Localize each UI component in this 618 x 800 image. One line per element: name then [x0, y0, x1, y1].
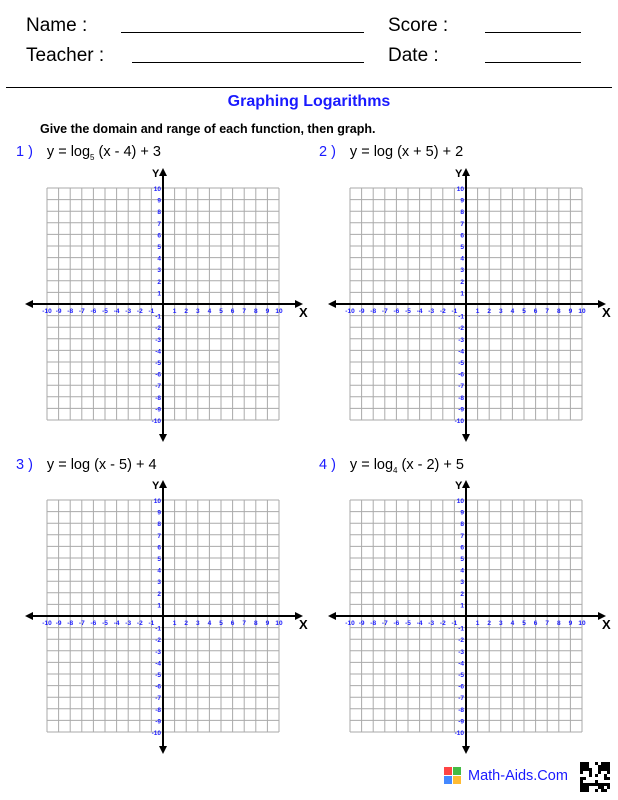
x-tick-label: -7 — [78, 308, 85, 315]
y-tick-label: -6 — [155, 371, 161, 379]
y-tick-label: -9 — [155, 718, 161, 726]
problem-number: 4 ) — [319, 457, 336, 473]
x-tick-label: -6 — [90, 308, 97, 315]
y-tick-label: -1 — [458, 625, 464, 633]
y-tick-label: 2 — [460, 278, 464, 286]
qr-module — [580, 765, 583, 768]
y-tick-label: 4 — [157, 567, 161, 575]
y-tick-label: -5 — [458, 672, 464, 679]
x-tick-label: 1 — [475, 308, 480, 315]
qr-module — [604, 777, 607, 780]
x-tick-label: -6 — [393, 308, 400, 315]
y-tick-label: 3 — [460, 267, 464, 275]
y-tick-label: -3 — [458, 648, 464, 656]
x-tick-label: 9 — [265, 308, 270, 315]
qr-module — [595, 780, 598, 783]
x-tick-label: -5 — [405, 308, 411, 315]
qr-module — [580, 786, 583, 789]
x-tick-label: -6 — [90, 620, 97, 627]
x-tick-label: -8 — [370, 308, 377, 315]
problem-number: 2 ) — [319, 144, 336, 160]
y-tick-label: 1 — [157, 290, 161, 298]
x-tick-label: -10 — [345, 620, 355, 627]
qr-module — [592, 783, 595, 786]
x-tick-label: 5 — [219, 308, 223, 315]
x-tick-label: 6 — [230, 620, 235, 627]
y-tick-label: -3 — [458, 336, 464, 344]
y-tick-label: -5 — [155, 360, 161, 367]
qr-module — [607, 771, 610, 774]
x-tick-label: 2 — [184, 308, 189, 315]
qr-module — [583, 762, 586, 765]
qr-module — [595, 783, 598, 786]
x-tick-label: 9 — [265, 620, 270, 627]
qr-module — [607, 777, 610, 780]
qr-module — [595, 774, 598, 777]
y-tick-label: 8 — [460, 209, 464, 217]
x-tick-label: -3 — [428, 620, 435, 627]
qr-module — [583, 768, 586, 771]
qr-module — [601, 783, 604, 786]
qr-module — [586, 786, 589, 789]
x-tick-label: -5 — [102, 620, 108, 627]
qr-module — [598, 771, 601, 774]
y-tick-label: -9 — [458, 718, 464, 726]
y-tick-label: 8 — [157, 209, 161, 217]
x-tick-label: 1 — [475, 620, 480, 627]
y-tick-label: -7 — [458, 695, 464, 703]
name-label: Name : — [26, 15, 88, 36]
qr-module — [607, 762, 610, 765]
qr-module — [598, 783, 601, 786]
y-tick-label: 9 — [157, 509, 161, 517]
teacher-label: Teacher : — [26, 45, 105, 66]
qr-module — [601, 768, 604, 771]
brand-logo[interactable] — [444, 767, 568, 785]
y-tick-label: -6 — [458, 683, 464, 691]
qr-module — [586, 762, 589, 765]
y-tick-label: -4 — [458, 660, 464, 668]
y-tick-label: 6 — [157, 544, 161, 552]
x-tick-label: -9 — [358, 620, 365, 627]
x-tick-label: 4 — [510, 620, 515, 627]
y-tick-label: -6 — [155, 683, 161, 691]
qr-module — [598, 765, 601, 768]
y-tick-label: -2 — [458, 637, 464, 645]
x-tick-label: -3 — [125, 620, 132, 627]
x-tick-label: 1 — [172, 308, 177, 315]
y-tick-label: -7 — [155, 695, 161, 703]
qr-module — [607, 765, 610, 768]
qr-module — [604, 768, 607, 771]
qr-module — [589, 774, 592, 777]
x-tick-label: 5 — [219, 620, 223, 627]
problem-number: 3 ) — [16, 457, 33, 473]
qr-module — [607, 786, 610, 789]
y-tick-label: 6 — [460, 232, 464, 240]
qr-module — [589, 768, 592, 771]
y-tick-label: -3 — [155, 648, 161, 656]
equation-rest: (x - 5) + 4 — [90, 457, 157, 473]
y-tick-label: 7 — [157, 220, 161, 228]
y-tick-label: 3 — [157, 267, 161, 275]
y-tick-label: -2 — [155, 637, 161, 645]
y-tick-label: 6 — [157, 232, 161, 240]
x-tick-label: 2 — [487, 620, 492, 627]
y-tick-label: -8 — [458, 394, 464, 402]
x-tick-label: -3 — [125, 308, 132, 315]
qr-module — [598, 786, 601, 789]
y-tick-label: 5 — [157, 244, 161, 251]
x-tick-label: -7 — [381, 620, 388, 627]
x-tick-label: 5 — [522, 308, 526, 315]
x-tick-label: 3 — [498, 620, 503, 627]
qr-module — [604, 762, 607, 765]
y-tick-label: 10 — [456, 186, 464, 193]
y-tick-label: -4 — [458, 348, 464, 356]
y-tick-label: 5 — [460, 244, 464, 251]
y-tick-label: -1 — [155, 313, 161, 321]
y-tick-label: 4 — [157, 255, 161, 263]
qr-module — [583, 789, 586, 792]
x-tick-label: -2 — [439, 308, 446, 315]
y-tick-label: 8 — [157, 521, 161, 529]
y-tick-label: 9 — [157, 197, 161, 205]
qr-module — [580, 777, 583, 780]
x-tick-label: -9 — [358, 308, 365, 315]
x-tick-label: 6 — [230, 308, 235, 315]
x-tick-label: -8 — [370, 620, 377, 627]
qr-module — [607, 768, 610, 771]
log-base: 5 — [90, 152, 95, 162]
y-tick-label: 10 — [153, 186, 161, 193]
qr-module — [598, 768, 601, 771]
qr-module — [595, 789, 598, 792]
qr-module — [604, 765, 607, 768]
equation: y = log — [46, 144, 91, 160]
date-label: Date : — [388, 45, 439, 66]
y-tick-label: 1 — [157, 602, 161, 610]
x-tick-label: -10 — [42, 308, 52, 315]
y-tick-label: 1 — [460, 602, 464, 610]
qr-module — [589, 771, 592, 774]
y-tick-label: 7 — [460, 532, 464, 540]
qr-module — [601, 762, 604, 765]
y-tick-label: -4 — [155, 348, 161, 356]
y-tick-label: -10 — [454, 730, 464, 737]
equation-rest: (x + 5) + 2 — [393, 144, 464, 160]
brand-name: Math-Aids.Com — [468, 768, 568, 784]
y-axis-label: Y — [455, 168, 463, 180]
equation: y = log — [349, 144, 394, 160]
x-axis-label: X — [299, 305, 308, 320]
problem-number: 1 ) — [16, 144, 33, 160]
x-tick-label: 3 — [195, 308, 200, 315]
y-tick-label: 1 — [460, 290, 464, 298]
y-tick-label: 4 — [460, 567, 464, 575]
qr-module — [586, 789, 589, 792]
y-tick-label: -1 — [155, 625, 161, 633]
y-tick-label: -9 — [155, 406, 161, 414]
x-tick-label: -4 — [113, 620, 120, 627]
qr-module — [580, 762, 583, 765]
y-tick-label: 8 — [460, 521, 464, 529]
x-tick-label: 7 — [545, 308, 550, 315]
x-tick-label: -1 — [148, 620, 155, 627]
y-tick-label: -7 — [458, 383, 464, 391]
qr-module — [580, 789, 583, 792]
x-tick-label: -9 — [55, 620, 62, 627]
x-tick-label: -2 — [136, 308, 143, 315]
y-tick-label: 10 — [456, 498, 464, 505]
equation-rest: (x - 4) + 3 — [94, 144, 161, 160]
arrow-up-icon — [462, 480, 470, 488]
x-tick-label: 8 — [253, 308, 258, 315]
y-tick-label: -4 — [155, 660, 161, 668]
y-axis-label: Y — [152, 480, 160, 492]
x-tick-label: 8 — [253, 620, 258, 627]
qr-module — [607, 783, 610, 786]
qr-module — [580, 783, 583, 786]
x-axis-label: X — [602, 305, 611, 320]
y-axis-label: Y — [455, 480, 463, 492]
instructions: Give the domain and range of each function, then graph. — [40, 122, 376, 136]
x-tick-label: -2 — [136, 620, 143, 627]
qr-module — [601, 789, 604, 792]
x-tick-label: 5 — [522, 620, 526, 627]
y-tick-label: -1 — [458, 313, 464, 321]
score-label: Score : — [388, 15, 449, 36]
y-tick-label: -3 — [155, 336, 161, 344]
y-tick-label: 4 — [460, 255, 464, 263]
qr-module — [583, 783, 586, 786]
math-symbols-icon — [444, 767, 462, 785]
x-tick-label: -1 — [148, 308, 155, 315]
y-tick-label: 5 — [460, 556, 464, 563]
x-tick-label: 10 — [275, 308, 283, 315]
qr-module — [583, 765, 586, 768]
x-tick-label: 1 — [172, 620, 177, 627]
qr-module — [589, 783, 592, 786]
x-tick-label: -1 — [451, 620, 458, 627]
qr-module — [580, 771, 583, 774]
y-tick-label: -9 — [458, 406, 464, 414]
x-tick-label: -10 — [345, 308, 355, 315]
y-tick-label: 7 — [460, 220, 464, 228]
y-axis-label: Y — [152, 168, 160, 180]
qr-module — [586, 765, 589, 768]
y-tick-label: 10 — [153, 498, 161, 505]
x-tick-label: 3 — [498, 308, 503, 315]
qr-module — [586, 768, 589, 771]
y-tick-label: -5 — [155, 672, 161, 679]
x-tick-label: 2 — [487, 308, 492, 315]
qr-module — [586, 783, 589, 786]
y-tick-label: 2 — [157, 278, 161, 286]
x-tick-label: 4 — [207, 308, 212, 315]
qr-module — [580, 780, 583, 783]
x-tick-label: 10 — [275, 620, 283, 627]
qr-module — [601, 765, 604, 768]
qr-module — [604, 789, 607, 792]
x-tick-label: -9 — [55, 308, 62, 315]
qr-module — [604, 783, 607, 786]
x-tick-label: 10 — [578, 620, 586, 627]
qr-module — [604, 774, 607, 777]
x-tick-label: -10 — [42, 620, 52, 627]
x-tick-label: -4 — [113, 308, 120, 315]
y-tick-label: 5 — [157, 556, 161, 563]
y-tick-label: 3 — [460, 579, 464, 587]
x-tick-label: 8 — [556, 620, 561, 627]
y-tick-label: 3 — [157, 579, 161, 587]
x-tick-label: -1 — [451, 308, 458, 315]
x-tick-label: -4 — [416, 308, 423, 315]
x-tick-label: -5 — [102, 308, 108, 315]
y-tick-label: -8 — [458, 706, 464, 714]
qr-module — [601, 786, 604, 789]
x-tick-label: 7 — [242, 308, 247, 315]
y-tick-label: -10 — [454, 418, 464, 425]
y-tick-label: 9 — [460, 197, 464, 205]
y-tick-label: 9 — [460, 509, 464, 517]
x-tick-label: -2 — [439, 620, 446, 627]
x-tick-label: 7 — [242, 620, 247, 627]
equation: y = log — [349, 457, 394, 473]
x-tick-label: 2 — [184, 620, 189, 627]
x-tick-label: -8 — [67, 308, 74, 315]
x-tick-label: 10 — [578, 308, 586, 315]
qr-module — [595, 762, 598, 765]
x-tick-label: -7 — [381, 308, 388, 315]
y-tick-label: 7 — [157, 532, 161, 540]
x-tick-label: -7 — [78, 620, 85, 627]
y-tick-label: 2 — [157, 590, 161, 598]
x-tick-label: 6 — [533, 620, 538, 627]
qr-module — [583, 786, 586, 789]
x-axis-label: X — [602, 617, 611, 632]
y-tick-label: -7 — [155, 383, 161, 391]
x-tick-label: 6 — [533, 308, 538, 315]
y-tick-label: -6 — [458, 371, 464, 379]
y-tick-label: -10 — [151, 418, 161, 425]
qr-module — [583, 777, 586, 780]
x-tick-label: 7 — [545, 620, 550, 627]
x-tick-label: 3 — [195, 620, 200, 627]
y-tick-label: -8 — [155, 706, 161, 714]
y-tick-label: -10 — [151, 730, 161, 737]
x-tick-label: 4 — [510, 308, 515, 315]
y-tick-label: -2 — [458, 325, 464, 333]
qr-code-icon — [580, 762, 610, 792]
arrow-down-icon — [462, 746, 470, 754]
equation: y = log — [46, 457, 91, 473]
y-tick-label: -5 — [458, 360, 464, 367]
arrow-left-icon — [328, 612, 336, 620]
x-tick-label: 4 — [207, 620, 212, 627]
x-tick-label: 8 — [556, 308, 561, 315]
x-tick-label: 9 — [568, 308, 573, 315]
page-title: Graphing Logarithms — [227, 93, 391, 110]
equation-rest: (x - 2) + 5 — [397, 457, 464, 473]
y-tick-label: 2 — [460, 590, 464, 598]
x-tick-label: -4 — [416, 620, 423, 627]
qr-module — [580, 768, 583, 771]
x-tick-label: -3 — [428, 308, 435, 315]
x-tick-label: -6 — [393, 620, 400, 627]
y-tick-label: 6 — [460, 544, 464, 552]
x-tick-label: 9 — [568, 620, 573, 627]
x-tick-label: -8 — [67, 620, 74, 627]
log-base: 4 — [393, 465, 398, 475]
y-tick-label: -2 — [155, 325, 161, 333]
y-tick-label: -8 — [155, 394, 161, 402]
x-axis-label: X — [299, 617, 308, 632]
x-tick-label: -5 — [405, 620, 411, 627]
